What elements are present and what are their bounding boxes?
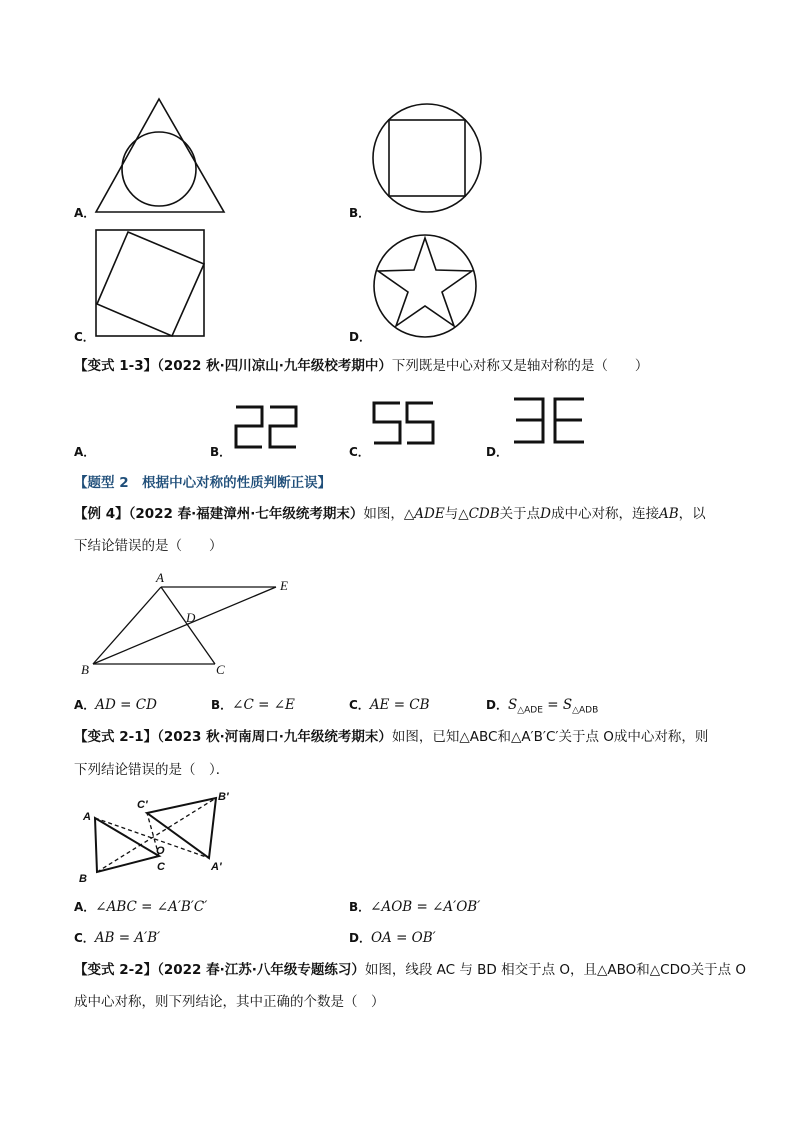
ex4-option-c-label: C． bbox=[349, 698, 370, 712]
example-4-figure bbox=[76, 568, 298, 678]
ex4-label-b: B bbox=[81, 662, 89, 677]
variant-2-1-line-1 bbox=[74, 727, 708, 747]
variant-2-1-stem: 如图，已知△ABC和△A′B′C′关于点 O成中心对称，则 bbox=[391, 729, 709, 745]
v21-label-b: B bbox=[79, 873, 87, 885]
v21-option-d-label: D． bbox=[349, 931, 371, 945]
variant-1-3-question bbox=[74, 356, 648, 376]
example-4-segment-ab: AB bbox=[658, 506, 679, 522]
option-d-figure bbox=[372, 234, 478, 340]
option-d-label[interactable]: D． bbox=[349, 330, 371, 344]
v21-option-a-label: A． bbox=[74, 900, 96, 914]
ex4-label-a: A bbox=[156, 570, 164, 585]
example-4-triangle-ade: △ADE bbox=[403, 506, 445, 522]
v21-option-b-label: B． bbox=[349, 900, 371, 914]
example-4-stem-5: ，以 bbox=[678, 506, 706, 522]
example-4-stem-4: 成中心对称，连接 bbox=[550, 506, 659, 522]
variant-2-2-line-2: 成中心对称，则下列结论，其中正确的个数是（ ） bbox=[74, 994, 385, 1010]
variant-1-3-tag: 【变式 1-3】 bbox=[74, 358, 158, 374]
option-a-figure bbox=[94, 96, 226, 214]
ex4-option-b-label: B． bbox=[211, 698, 233, 712]
variant-2-1-figure bbox=[76, 788, 236, 888]
v21-option-c-text: AB = A′B′ bbox=[94, 930, 161, 946]
option-c-label[interactable]: C． bbox=[74, 330, 95, 344]
option-c-figure bbox=[94, 228, 206, 338]
example-4-point-d: D bbox=[540, 506, 551, 522]
example-4-line-1 bbox=[74, 504, 706, 524]
option-a-label[interactable]: A． bbox=[74, 206, 96, 220]
type-2-heading: 【题型 2 根据中心对称的性质判断正误】 bbox=[74, 475, 332, 491]
v21-label-c-prime: C′ bbox=[137, 799, 148, 811]
example-4-stem-2: 与 bbox=[444, 506, 459, 522]
v21-option-a-text: ∠ABC = ∠A′B′C′ bbox=[95, 899, 208, 915]
v21-option-b[interactable] bbox=[349, 897, 480, 917]
example-4-source: （2022 春·福建漳州·七年级统考期末） bbox=[128, 506, 364, 522]
variant-2-1-source: （2023 秋·河南周口·九年级统考期末） bbox=[157, 729, 392, 745]
ex4-option-a-label: A． bbox=[74, 698, 96, 712]
v13-option-d-glyph-3e bbox=[512, 396, 588, 446]
example-4-stem-1: 如图， bbox=[363, 506, 404, 522]
ex4-label-d: D bbox=[186, 610, 196, 625]
ex4-option-d-sub2: △ADB bbox=[572, 705, 599, 716]
ex4-option-b[interactable] bbox=[211, 695, 295, 715]
v13-option-a-label[interactable]: A． bbox=[74, 445, 96, 459]
v13-option-c-label[interactable]: C． bbox=[349, 445, 370, 459]
example-4-stem-3: 关于点 bbox=[499, 506, 541, 522]
ex4-option-d-sub1: △ADE bbox=[517, 705, 543, 716]
variant-1-3-source: （2022 秋·四川凉山·九年级校考期中） bbox=[157, 358, 392, 374]
ex4-option-c[interactable] bbox=[349, 695, 430, 715]
variant-2-2-source: （2022 春·江苏·八年级专题练习） bbox=[157, 962, 365, 978]
variant-1-3-stem: 下列既是中心对称又是轴对称的是（ ） bbox=[391, 358, 649, 374]
v21-label-a: A bbox=[83, 811, 91, 823]
v13-option-c-glyph-55 bbox=[372, 400, 436, 446]
v21-option-c-label: C． bbox=[74, 931, 95, 945]
v21-label-a-prime: A′ bbox=[211, 861, 222, 873]
v21-option-d[interactable] bbox=[349, 928, 436, 948]
v21-label-b-prime: B′ bbox=[218, 791, 229, 803]
variant-2-2-tag: 【变式 2-2】 bbox=[74, 962, 158, 978]
ex4-option-b-text: ∠C = ∠E bbox=[232, 697, 295, 713]
v21-label-o: O bbox=[156, 845, 165, 857]
example-4-triangle-cdb: △CDB bbox=[458, 506, 500, 522]
ex4-option-a[interactable] bbox=[74, 695, 157, 715]
v13-option-b-glyph-22 bbox=[234, 404, 300, 450]
v21-option-b-text: ∠AOB = ∠A′OB′ bbox=[370, 899, 481, 915]
ex4-option-c-text: AE = CB bbox=[369, 697, 430, 713]
option-b-label[interactable]: B． bbox=[349, 206, 371, 220]
option-b-figure bbox=[372, 104, 484, 214]
example-4-line-2: 下结论错误的是（ ） bbox=[74, 538, 223, 554]
ex4-label-e: E bbox=[280, 578, 288, 593]
ex4-option-d-s1: S bbox=[507, 697, 518, 713]
v21-option-a[interactable] bbox=[74, 897, 207, 917]
ex4-option-d-eq: = S bbox=[542, 697, 573, 713]
ex4-option-d[interactable] bbox=[486, 695, 598, 721]
variant-2-1-line-2: 下列结论错误的是（ ）． bbox=[74, 762, 230, 778]
ex4-option-a-text: AD = CD bbox=[95, 697, 157, 713]
ex4-label-c: C bbox=[216, 662, 225, 677]
variant-2-2-line-1 bbox=[74, 960, 746, 980]
ex4-option-d-label: D． bbox=[486, 698, 508, 712]
variant-2-1-tag: 【变式 2-1】 bbox=[74, 729, 158, 745]
variant-2-2-stem: 如图，线段 AC 与 BD 相交于点 O，且△ABO和△CDO关于点 O bbox=[364, 962, 747, 978]
v21-label-c: C bbox=[157, 861, 165, 873]
v21-option-d-text: OA = OB′ bbox=[370, 930, 436, 946]
v21-option-c[interactable] bbox=[74, 928, 160, 948]
example-4-tag: 【例 4】 bbox=[74, 506, 129, 522]
v13-option-b-label[interactable]: B． bbox=[210, 445, 232, 459]
v13-option-d-label[interactable]: D． bbox=[486, 445, 508, 459]
